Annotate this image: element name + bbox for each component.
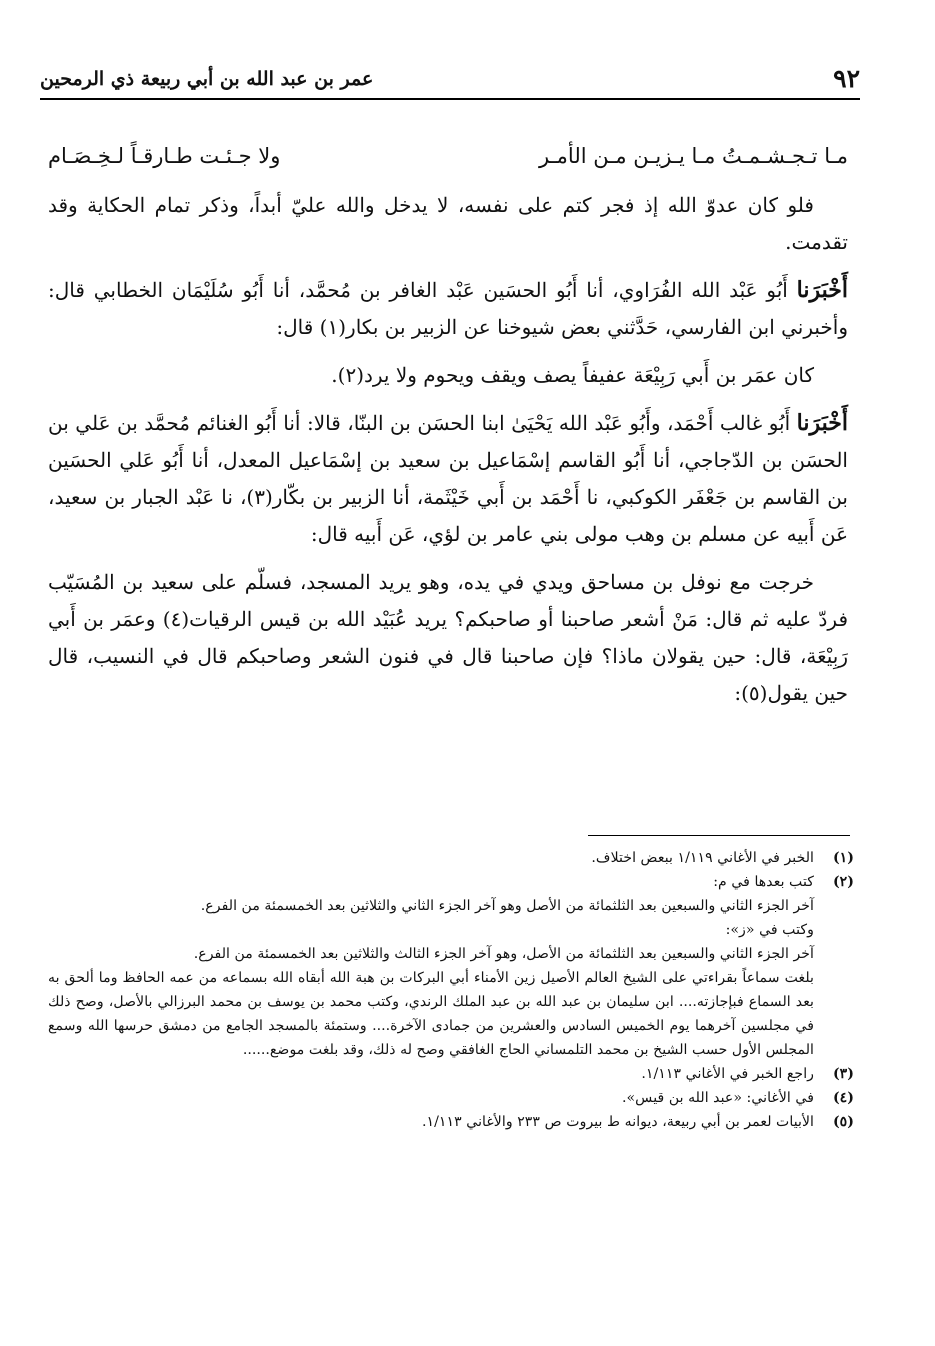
footnote-text: الخبر في الأغاني ١/١١٩ ببعض اختلاف.: [591, 850, 814, 866]
footnote-2: [48, 870, 854, 894]
isnad-lead-word: أَخْبَرَنا: [796, 410, 848, 436]
paragraph-2: [48, 272, 848, 346]
footnote-number: (٢): [832, 874, 854, 890]
footnote-2-line-a: آخر الجزء الثاني والسبعين بعد الثلثمائة من الأصل وهو آخر الجزء الثاني والثلاثين بعد الخمسمئة من الفرع.: [200, 898, 814, 914]
footnote-text: كتب بعدها في م:: [713, 874, 814, 890]
footnote-5: [48, 1110, 854, 1134]
footnote-2-line-c: آخر الجزء الثاني والسبعين بعد الثلثمائة من الأصل، وهو آخر الجزء الثالث والثلاثين بعد الخمسمئة من الفرع.: [193, 946, 814, 962]
paragraph-2-text: أَبُو عَبْد الله الفُرَاوي، أنا أَبُو الحسَين عَبْد الغافر بن مُحمَّد، أنا أَبُو سُلَيْمَان الخطابي قال: وأخبرني ابن الفارسي، حَدَّثني بعض شيوخنا عن الزبير بن بكار(١) قال:: [48, 278, 848, 339]
page-number: ٩٢: [833, 64, 860, 93]
footnote-3: [48, 1062, 854, 1086]
footnote-1: [48, 846, 854, 870]
footnote-2-line-b: وكتب في «ز»:: [725, 922, 814, 938]
paragraph-4-text: أَبُو غالب أَحْمَد، وأَبُو عَبْد الله يَحْيَىٰ ابنا الحسَن بن البنّا، قالا: أنا أَبُو الغنائم مُحمَّد بن عَلي بن الحسَن بن الدّجاجي، أنا أَبُو القاسم إسْمَاعيل بن سعيد بن إسْمَاعيل المعدل، أنا أَبُو عَلي الحسَين بن القاسم بن جَعْفَر الكوكبي، نا أَحْمَد بن أَبي خَيْثَمة، أنا الزبير بن بكّار(٣)، نا عَبْد الجبار بن سعيد، عَن أَبيه عن مسلم بن وهب مولى بني عامر بن لؤي، عَن أَبيه قال:: [48, 411, 848, 546]
paragraph-3: كان عمَر بن أَبي رَبِيْعَة عفيفاً يصف ويقف ويحوم ولا يرد(٢).: [331, 363, 814, 387]
footnote-number: (١): [832, 850, 854, 866]
footnote-4: [48, 1086, 854, 1110]
verse-first-hemistich: مـا تـجـشـمـتُ مـا يـزيـن مـن الأمـر: [538, 144, 848, 168]
verse-second-hemistich: ولا جـئـت طـارقـاً لـخِـصَـام: [48, 144, 281, 168]
footnote-2-line-d: بلغت سماعاً بقراءتي على الشيخ العالم الأصيل زين الأمناء أبي البركات بن هبة الله أبقاه الله بسماعه من عمه الحافظ وما ألحق به بعد السماع فبإجازته.... ابن سليمان بن عبد الله بن عبد الملك الرندي، وكتب محمد بن يوسف بن محمد البرزالي بالأصل، وصح ذلك في مجلسين آخرهما يوم الخميس السادس والعشرين من جمادى الآخرة.... وستمئة بالمسجد الجامع من دمشق حرسها الله وسمع المجلس الأول حسب الشيخ بن محمد التلمساني الحاج الغافقي وصح له ذلك، وقد بلغت موضع......: [48, 970, 814, 1058]
footnotes: [48, 846, 854, 1134]
running-title: عمر بن عبد الله بن أبي ربيعة ذي الرمحين: [40, 68, 374, 90]
footnote-number: (٤): [832, 1090, 854, 1106]
footnote-text: راجع الخبر في الأغاني ١/١١٣.: [641, 1066, 814, 1082]
footnote-number: (٣): [832, 1066, 854, 1082]
isnad-lead-word: أَخْبَرَنا: [796, 277, 848, 303]
paragraph-1: فلو كان عدوّ الله إذ فجر كتم على نفسه، لا يدخل والله عليّ أبداً، وذكر تمام الحكاية وقد تقدمت.: [48, 193, 848, 254]
page-header: [40, 58, 860, 100]
main-text: [48, 138, 848, 723]
footnote-separator: [588, 835, 850, 836]
footnote-text: الأبيات لعمر بن أبي ربيعة، ديوانه ط بيروت ص ٢٣٣ والأغاني ١/١١٣.: [421, 1114, 814, 1130]
footnote-number: (٥): [832, 1114, 854, 1130]
paragraph-5: خرجت مع نوفل بن مساحق ويدي في يده، وهو يريد المسجد، فسلّم على سعيد بن المُسَيّب فردّ عليه ثم قال: مَنْ أشعر صاحبنا أو صاحبكم؟ يريد عُبَيْد الله بن قيس الرقيات(٤) وعمَر بن أَبي رَبِيْعَة، قال: حين يقولان ماذا؟ فإن صاحبنا قال في فنون الشعر وصاحبكم قال في النسيب، قال حين يقول(٥):: [48, 570, 848, 705]
footnote-text: في الأغاني: «عبد الله بن قيس».: [621, 1090, 814, 1106]
paragraph-4: [48, 405, 848, 553]
poetry-verse: [48, 138, 848, 175]
